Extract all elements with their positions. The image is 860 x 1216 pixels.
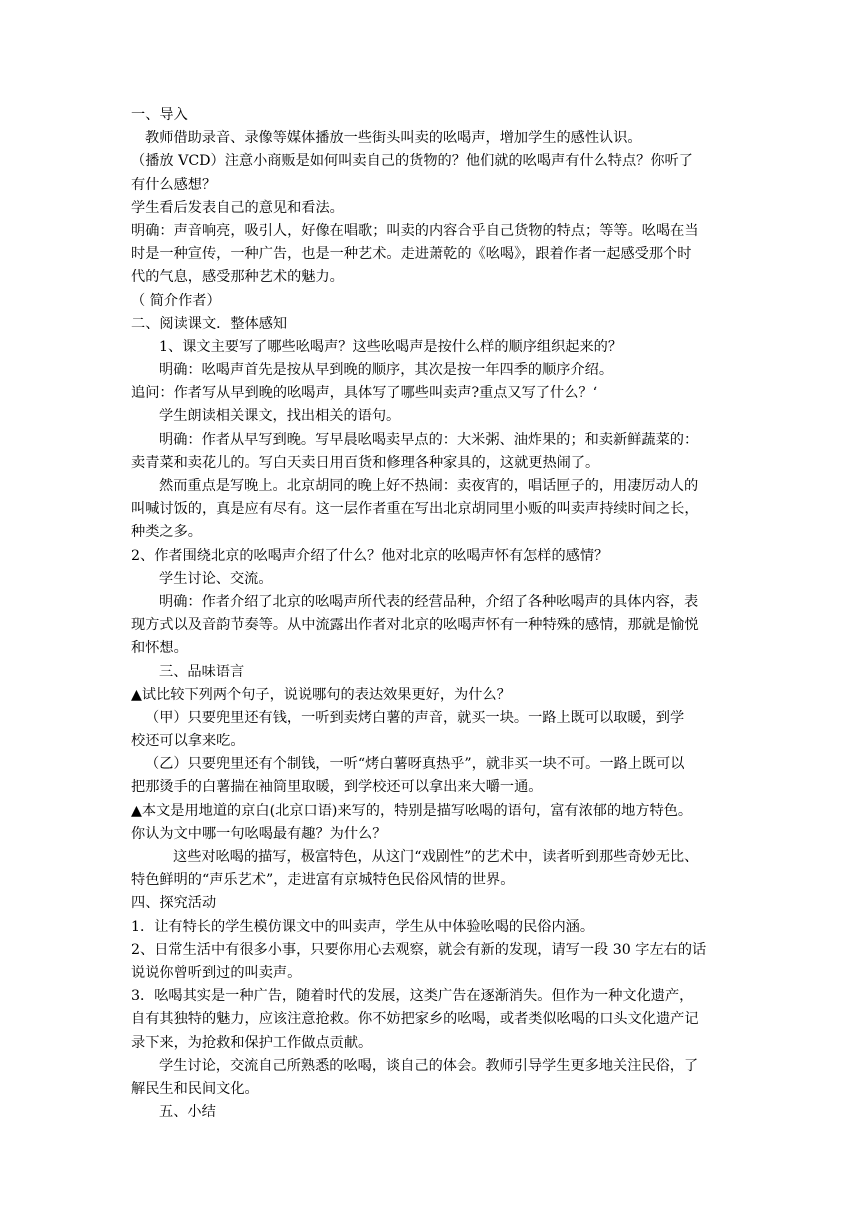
paragraph-line: 学生朗读相关课文，找出相关的语句。 [159, 408, 401, 425]
document-body [131, 104, 741, 1124]
paragraph-line: 教师借助录音、录像等媒体播放一些街头叫卖的吆喝声，增加学生的感性认识。 [145, 130, 642, 147]
paragraph-line: 学生看后发表自己的意见和看法。 [131, 199, 344, 216]
paragraph-line: 追问：作者写从早到晚的吆喝声，具体写了哪些叫卖声?重点又写了什么？‘ [131, 385, 598, 402]
paragraph-line: 1、课文主要写了哪些吆喝声？这些吆喝声是按什么样的顺序组织起来的？ [159, 338, 623, 355]
paragraph-line: （甲）只要兜里还有钱，一听到卖烤白薯的声音，就买一块。一路上既可以取暖，到学 [145, 709, 685, 726]
heading-activities: 四、探究活动 [131, 895, 217, 912]
paragraph-line: 明确：声音响亮，吸引人，好像在唱歌；叫卖的内容合乎自己货物的特点；等等。吆喝在当 [131, 222, 699, 239]
paragraph-line: 现方式以及音韵节奏等。从中流露出作者对北京的吆喝声怀有一种特殊的感情，那就是愉悦 [131, 617, 699, 634]
paragraph-line: 有什么感想？ [131, 176, 217, 193]
paragraph-line: 2、作者围绕北京的吆喝声介绍了什么？他对北京的吆喝声怀有怎样的感情？ [131, 547, 609, 564]
paragraph-line: 卖青菜和卖花儿的。写白天卖日用百货和修理各种家具的，这就更热闹了。 [131, 454, 600, 471]
paragraph-line: 学生讨论，交流自己所熟悉的吆喝，谈自己的体会。教师引导学生更多地关注民俗，了 [159, 1057, 699, 1074]
paragraph-line: 代的气息，感受那种艺术的魅力。 [131, 269, 344, 286]
paragraph-line: （ 简介作者） [131, 292, 221, 309]
paragraph-line: ▲试比较下列两个句子，说说哪句的表达效果更好，为什么？ [131, 686, 511, 703]
paragraph-line: 把那烫手的白薯揣在袖筒里取暖，到学校还可以拿出来大嚼一通。 [131, 779, 543, 796]
paragraph-line: ▲本文是用地道的京白(北京口语)来写的，特别是描写吆喝的语句，富有浓郁的地方特色。 [131, 802, 693, 819]
paragraph-line: 然而重点是写晚上。北京胡同的晚上好不热闹：卖夜宵的，唱话匣子的，用凄厉动人的 [159, 478, 699, 494]
paragraph-line: 学生讨论、交流。 [159, 570, 273, 587]
paragraph-line: 明确：作者从早写到晚。写早晨吆喝卖早点的：大米粥、油炸果的；和卖新鲜蔬菜的： [159, 431, 699, 448]
paragraph-line: 说说你曾听到过的叫卖声。 [131, 964, 302, 981]
heading-intro: 一、导入 [131, 107, 188, 123]
paragraph-line: 和怀想。 [131, 640, 188, 657]
paragraph-line: （乙）只要兜里还有个制钱，一听“烤白薯呀真热乎”，就非买一块不可。一路上既可以 [145, 756, 685, 773]
paragraph-line: 录下来，为抢救和保护工作做点贡献。 [131, 1034, 373, 1051]
paragraph-line: 叫喊讨饭的，真是应有尽有。这一层作者重在写出北京胡同里小贩的叫卖声持续时间之长， [131, 501, 699, 518]
paragraph-line: 校还可以拿来吃。 [131, 733, 245, 750]
paragraph-line: 这些对吆喝的描写，极富特色，从这门“戏剧性”的艺术中，读者听到那些奇妙无比、 [173, 849, 699, 865]
heading-summary: 五、小结 [159, 1104, 216, 1121]
paragraph-line: 你认为文中哪一句吆喝最有趣？为什么？ [131, 825, 387, 842]
paragraph-line: 解民生和民间文化。 [131, 1080, 259, 1097]
paragraph-line: 明确：作者介绍了北京的吆喝声所代表的经营品种，介绍了各种吆喝声的具体内容，表 [159, 593, 699, 610]
paragraph-line: 明确：吆喝声首先是按从早到晚的顺序，其次是按一年四季的顺序介绍。 [159, 362, 614, 379]
paragraph-line: （播放 VCD）注意小商贩是如何叫卖自己的货物的？他们就的吆喝声有什么特点？你听了 [131, 153, 693, 170]
paragraph-line: 3．吆喝其实是一种广告，随着时代的发展，这类广告在逐渐消失。但作为一种文化遗产， [131, 988, 694, 1005]
paragraph-line: 1．让有特长的学生模仿课文中的叫卖声，学生从中体验吆喝的民俗内涵。 [131, 918, 595, 935]
paragraph-line: 种类之多。 [131, 524, 202, 541]
paragraph-line: 特色鲜明的“声乐艺术”，走进富有京城特色民俗风情的世界。 [131, 872, 515, 889]
heading-reading: 二、阅读课文．整体感知 [131, 315, 288, 332]
paragraph-line: 时是一种宣传，一种广告，也是一种艺术。走进萧乾的《吆喝》，跟着作者一起感受那个时 [131, 246, 692, 263]
heading-language: 三、品味语言 [159, 663, 245, 680]
paragraph-line: 2、日常生活中有很多小事，只要你用心去观察，就会有新的发现，请写一段 30 字左右的话 [131, 941, 707, 958]
paragraph-line: 自有其独特的魅力，应该注意抢救。你不妨把家乡的吆喝，或者类似吆喝的口头文化遗产记 [131, 1011, 699, 1028]
